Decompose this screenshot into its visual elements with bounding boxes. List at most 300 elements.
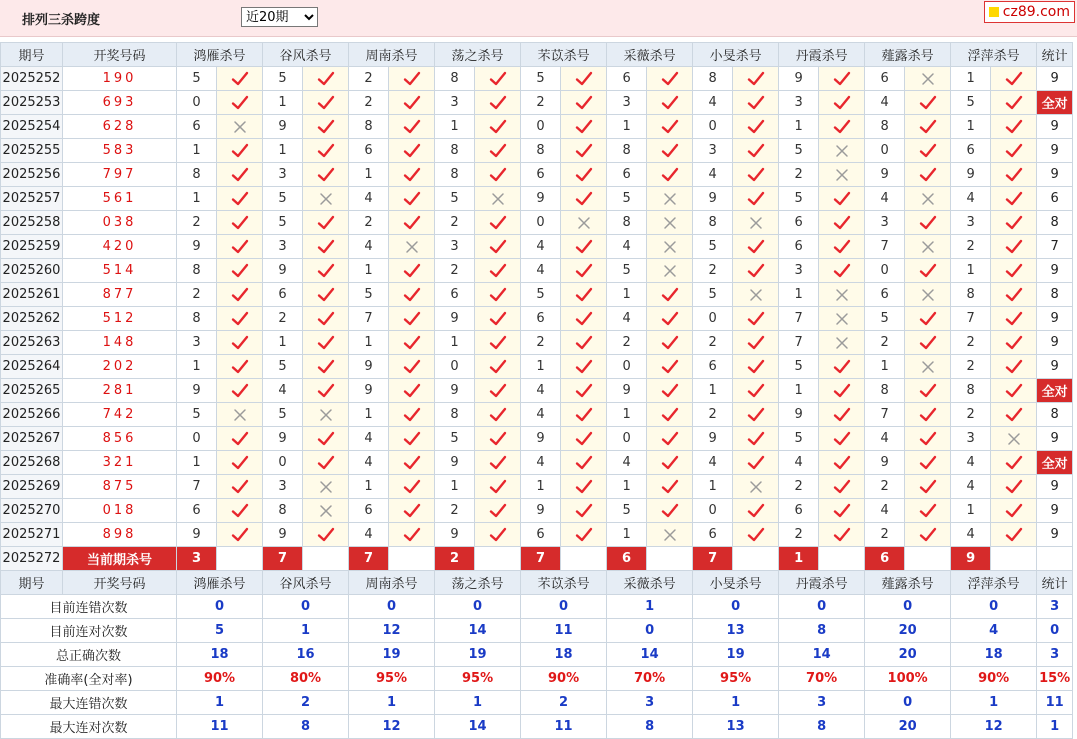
check-icon [303,283,349,307]
kill-number-cell: 1 [607,403,647,427]
current-kill-number: 6 [607,547,647,571]
kill-number-cell: 9 [349,355,389,379]
kill-number-cell: 9 [177,523,217,547]
kill-number-cell: 4 [521,379,561,403]
kill-number-cell: 8 [177,307,217,331]
check-icon [217,379,263,403]
check-icon [905,523,951,547]
check-icon [905,427,951,451]
kill-number-cell: 2 [349,211,389,235]
kill-number-cell: 1 [865,355,905,379]
cross-icon [819,307,865,331]
kill-number-cell: 4 [693,91,733,115]
kill-number-cell: 8 [951,283,991,307]
column-header: 小旻杀号 [693,43,779,67]
check-icon [905,115,951,139]
check-icon [905,211,951,235]
kill-number-cell: 8 [263,499,303,523]
check-icon [733,355,779,379]
check-icon [733,139,779,163]
period-select[interactable] [241,7,318,27]
draw-number-cell: 742 [63,403,177,427]
check-icon [389,115,435,139]
check-icon [217,91,263,115]
current-kill-number: 6 [865,547,905,571]
kill-number-cell: 1 [349,475,389,499]
kill-number-cell: 5 [693,235,733,259]
cross-icon [647,187,693,211]
draw-number-cell: 512 [63,307,177,331]
kill-number-cell: 5 [951,91,991,115]
summary-value: 2 [521,691,607,715]
check-icon [647,499,693,523]
kill-number-cell: 2 [951,235,991,259]
column-header: 期号 [1,43,63,67]
column-header: 丹霞杀号 [779,43,865,67]
issue-cell: 2025265 [1,379,63,403]
site-logo[interactable] [984,1,1075,23]
summary-value: 0 [263,595,349,619]
kill-number-cell: 5 [263,187,303,211]
kill-number-cell: 2 [865,331,905,355]
issue-cell: 2025256 [1,163,63,187]
kill-number-cell: 9 [435,451,475,475]
kill-number-cell: 6 [177,115,217,139]
kill-number-cell: 4 [693,163,733,187]
column-header: 小旻杀号 [693,571,779,595]
check-icon [819,67,865,91]
draw-number-cell: 877 [63,283,177,307]
kill-number-cell: 6 [521,307,561,331]
check-icon [389,139,435,163]
check-icon [217,211,263,235]
check-icon [733,523,779,547]
cross-icon [819,331,865,355]
issue-cell: 2025261 [1,283,63,307]
column-header: 丹霞杀号 [779,571,865,595]
check-icon [733,67,779,91]
check-icon [819,211,865,235]
kill-number-cell: 6 [435,283,475,307]
all-correct-badge: 全对 [1037,451,1073,475]
check-icon [475,355,521,379]
kill-number-cell: 2 [435,499,475,523]
kill-number-cell: 5 [177,403,217,427]
column-header: 鸿雁杀号 [177,43,263,67]
cross-icon [647,235,693,259]
kill-number-cell: 4 [865,91,905,115]
logo-text: cz89.com [1002,4,1070,20]
check-icon [475,403,521,427]
summary-value: 4 [951,619,1037,643]
kill-number-cell: 5 [865,307,905,331]
kill-number-cell: 1 [435,331,475,355]
check-icon [475,523,521,547]
check-icon [991,283,1037,307]
kill-number-cell: 7 [177,475,217,499]
issue-cell: 2025269 [1,475,63,499]
kill-number-cell: 7 [779,307,819,331]
check-icon [475,379,521,403]
check-icon [991,187,1037,211]
column-header: 浮萍杀号 [951,571,1037,595]
column-header: 期号 [1,571,63,595]
summary-value: 20 [865,619,951,643]
check-icon [905,139,951,163]
check-icon [303,307,349,331]
kill-number-cell: 6 [521,523,561,547]
current-kill-blank [819,547,865,571]
kill-number-cell: 9 [779,67,819,91]
kill-number-cell: 6 [865,67,905,91]
current-issue-cell: 2025272 [1,547,63,571]
check-icon [389,451,435,475]
kill-number-cell: 6 [779,211,819,235]
kill-number-cell: 4 [349,451,389,475]
kill-number-cell: 9 [607,379,647,403]
summary-label: 目前连错次数 [1,595,177,619]
kill-number-cell: 5 [263,67,303,91]
check-icon [217,355,263,379]
summary-stat: 3 [1037,643,1073,667]
kill-number-cell: 9 [263,427,303,451]
summary-value: 13 [693,715,779,739]
check-icon [991,235,1037,259]
check-icon [991,259,1037,283]
issue-cell: 2025267 [1,427,63,451]
check-icon [561,475,607,499]
check-icon [303,163,349,187]
current-kill-number: 7 [349,547,389,571]
check-icon [389,499,435,523]
draw-row [1,91,1073,115]
kill-number-cell: 3 [607,91,647,115]
kill-number-cell: 6 [349,499,389,523]
current-kill-label: 当前期杀号 [63,547,177,571]
stat-cell: 9 [1037,331,1073,355]
kill-number-cell: 0 [607,427,647,451]
kill-number-cell: 3 [865,211,905,235]
check-icon [303,331,349,355]
check-icon [733,307,779,331]
check-icon [991,379,1037,403]
kill-number-cell: 8 [177,163,217,187]
draw-row [1,283,1073,307]
kill-number-cell: 4 [865,427,905,451]
summary-value: 14 [779,643,865,667]
column-header: 统计 [1037,571,1073,595]
summary-value: 18 [521,643,607,667]
current-kill-number: 3 [177,547,217,571]
kill-number-cell: 8 [349,115,389,139]
summary-value: 1 [951,691,1037,715]
summary-value: 0 [951,595,1037,619]
check-icon [475,331,521,355]
cross-icon [733,475,779,499]
kill-number-cell: 9 [521,427,561,451]
draw-row [1,403,1073,427]
check-icon [389,475,435,499]
check-icon [647,355,693,379]
kill-number-cell: 6 [779,499,819,523]
kill-number-cell: 2 [521,91,561,115]
kill-number-cell: 1 [521,475,561,499]
kill-number-cell: 2 [865,523,905,547]
check-icon [217,427,263,451]
kill-number-cell: 9 [435,523,475,547]
check-icon [991,307,1037,331]
check-icon [647,331,693,355]
column-header: 采薇杀号 [607,43,693,67]
all-correct-badge: 全对 [1037,91,1073,115]
summary-value: 1 [177,691,263,715]
kill-number-cell: 4 [521,259,561,283]
logo-square-icon [989,7,999,17]
kill-number-cell: 5 [779,355,819,379]
check-icon [647,139,693,163]
check-icon [819,523,865,547]
kill-number-cell: 7 [779,331,819,355]
summary-value: 95% [349,667,435,691]
kill-number-cell: 2 [435,211,475,235]
column-header: 荡之杀号 [435,43,521,67]
issue-cell: 2025270 [1,499,63,523]
summary-value: 11 [177,715,263,739]
check-icon [389,163,435,187]
kill-number-cell: 0 [263,451,303,475]
summary-value: 0 [607,619,693,643]
kill-number-cell: 4 [607,235,647,259]
kill-number-cell: 3 [693,139,733,163]
summary-value: 90% [177,667,263,691]
kill-number-cell: 4 [607,451,647,475]
check-icon [733,187,779,211]
check-icon [303,91,349,115]
issue-cell: 2025254 [1,115,63,139]
check-icon [561,235,607,259]
check-icon [389,331,435,355]
summary-value: 3 [779,691,865,715]
column-header: 荡之杀号 [435,571,521,595]
kill-number-cell: 6 [693,523,733,547]
kill-number-cell: 9 [865,163,905,187]
column-header: 开奖号码 [63,571,177,595]
all-correct-badge: 全对 [1037,379,1073,403]
draw-row [1,451,1073,475]
check-icon [217,499,263,523]
check-icon [905,307,951,331]
draw-number-cell: 148 [63,331,177,355]
check-icon [389,259,435,283]
summary-row [1,619,1073,643]
kill-number-cell: 3 [263,475,303,499]
kill-number-cell: 3 [263,235,303,259]
summary-value: 95% [435,667,521,691]
check-icon [905,331,951,355]
summary-value: 1 [349,691,435,715]
kill-number-cell: 4 [349,235,389,259]
header-row [1,43,1073,67]
kill-number-cell: 5 [607,499,647,523]
kill-number-cell: 3 [435,91,475,115]
kill-number-cell: 9 [263,523,303,547]
check-icon [389,91,435,115]
kill-number-cell: 4 [951,475,991,499]
kill-number-cell: 2 [865,475,905,499]
kill-number-cell: 9 [177,379,217,403]
issue-cell: 2025266 [1,403,63,427]
stat-cell: 7 [1037,235,1073,259]
check-icon [647,403,693,427]
check-icon [991,211,1037,235]
draw-row [1,235,1073,259]
stat-cell: 9 [1037,499,1073,523]
stat-cell: 9 [1037,259,1073,283]
kill-number-cell: 2 [177,211,217,235]
cross-icon [819,283,865,307]
current-stat-blank [1037,547,1073,571]
check-icon [905,259,951,283]
summary-value: 1 [435,691,521,715]
kill-number-cell: 1 [779,283,819,307]
kill-number-cell: 4 [865,499,905,523]
stat-cell: 9 [1037,355,1073,379]
check-icon [991,139,1037,163]
check-icon [389,67,435,91]
kill-number-cell: 2 [951,331,991,355]
check-icon [905,379,951,403]
kill-number-cell: 4 [521,403,561,427]
check-icon [217,331,263,355]
kill-number-cell: 7 [349,307,389,331]
draw-row [1,163,1073,187]
summary-stat: 15% [1037,667,1073,691]
current-kill-number: 1 [779,547,819,571]
kill-number-cell: 6 [693,355,733,379]
check-icon [561,115,607,139]
draw-number-cell: 202 [63,355,177,379]
check-icon [303,139,349,163]
kill-number-cell: 8 [435,139,475,163]
draw-row [1,475,1073,499]
summary-value: 14 [435,715,521,739]
kill-number-cell: 0 [435,355,475,379]
check-icon [647,379,693,403]
cross-icon [647,523,693,547]
check-icon [303,355,349,379]
kill-number-cell: 9 [521,499,561,523]
kill-number-cell: 4 [263,379,303,403]
summary-value: 0 [177,595,263,619]
kill-number-cell: 8 [693,67,733,91]
column-header: 芣苡杀号 [521,571,607,595]
check-icon [733,259,779,283]
kill-number-cell: 6 [607,67,647,91]
kill-number-cell: 1 [693,379,733,403]
kill-number-cell: 1 [435,475,475,499]
current-kill-blank [475,547,521,571]
column-header: 周南杀号 [349,571,435,595]
check-icon [991,523,1037,547]
summary-value: 13 [693,619,779,643]
kill-number-cell: 1 [177,355,217,379]
kill-number-cell: 1 [521,355,561,379]
column-header: 周南杀号 [349,43,435,67]
kill-number-cell: 5 [435,427,475,451]
summary-value: 19 [349,643,435,667]
kill-number-cell: 5 [435,187,475,211]
kill-number-cell: 2 [263,307,303,331]
kill-number-cell: 8 [607,211,647,235]
kill-number-cell: 0 [693,115,733,139]
check-icon [561,379,607,403]
kill-number-cell: 0 [177,427,217,451]
issue-cell: 2025263 [1,331,63,355]
check-icon [647,163,693,187]
check-icon [819,355,865,379]
check-icon [819,427,865,451]
kill-number-cell: 5 [177,67,217,91]
check-icon [647,427,693,451]
check-icon [733,427,779,451]
check-icon [389,283,435,307]
kill-number-cell: 1 [349,163,389,187]
summary-value: 0 [865,691,951,715]
summary-value: 70% [779,667,865,691]
kill-number-cell: 4 [693,451,733,475]
check-icon [389,355,435,379]
check-icon [475,499,521,523]
kill-number-cell: 1 [951,67,991,91]
check-icon [475,451,521,475]
kill-number-cell: 6 [349,139,389,163]
summary-value: 11 [521,619,607,643]
summary-value: 8 [779,715,865,739]
kill-number-cell: 0 [693,499,733,523]
kill-number-cell: 1 [177,187,217,211]
check-icon [217,283,263,307]
kill-number-cell: 1 [263,91,303,115]
check-icon [303,427,349,451]
check-icon [733,403,779,427]
issue-cell: 2025260 [1,259,63,283]
summary-value: 19 [693,643,779,667]
kill-number-cell: 1 [177,451,217,475]
kill-number-cell: 8 [865,115,905,139]
draw-number-cell: 797 [63,163,177,187]
check-icon [733,91,779,115]
summary-value: 2 [263,691,349,715]
summary-stat: 0 [1037,619,1073,643]
kill-number-cell: 3 [435,235,475,259]
kill-number-cell: 2 [779,523,819,547]
check-icon [733,235,779,259]
summary-value: 90% [521,667,607,691]
check-icon [561,427,607,451]
check-icon [389,211,435,235]
issue-cell: 2025257 [1,187,63,211]
cross-icon [303,475,349,499]
cross-icon [475,187,521,211]
current-kill-number: 7 [693,547,733,571]
check-icon [303,451,349,475]
kill-number-cell: 5 [349,283,389,307]
kill-number-cell: 1 [779,379,819,403]
current-kill-blank [905,547,951,571]
kill-number-cell: 3 [779,91,819,115]
check-icon [475,427,521,451]
summary-value: 1 [607,595,693,619]
